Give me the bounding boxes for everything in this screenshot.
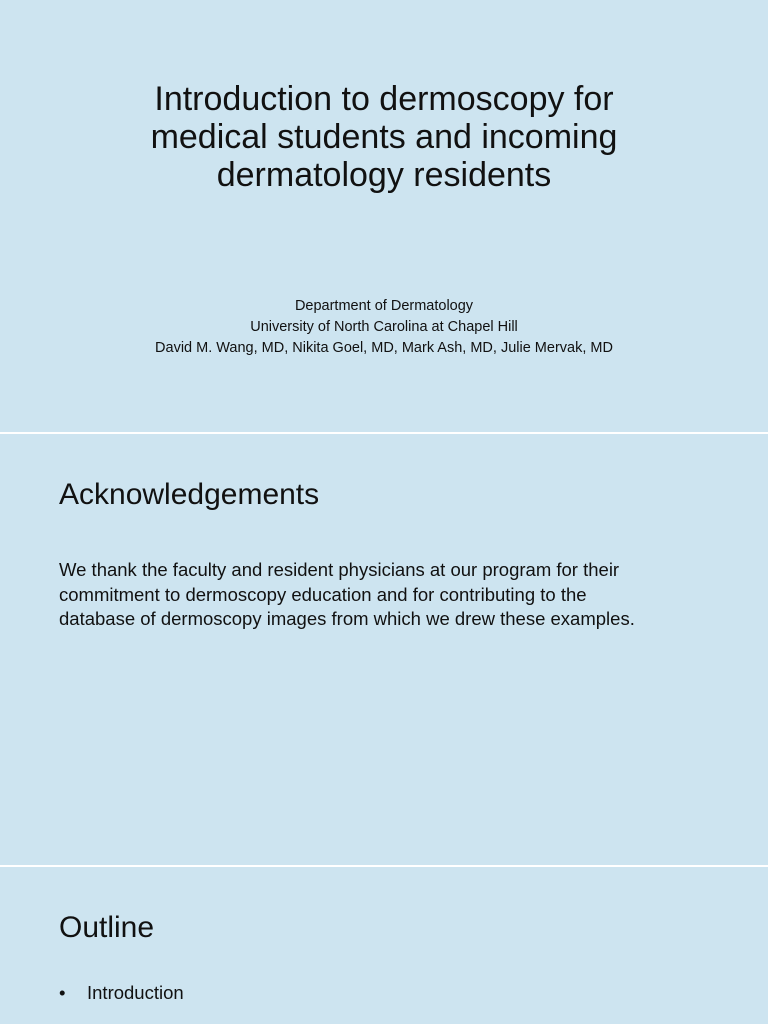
list-item	[59, 981, 184, 1005]
title-line: dermatology residents	[216, 156, 552, 195]
authors-line: David M. Wang, MD, Nikita Goel, MD, Mark Ash, MD, Julie Mervak, MD	[155, 340, 613, 356]
outline-slide	[0, 867, 768, 1024]
title-line: medical students and incoming	[150, 118, 618, 157]
body-line: We thank the faculty and resident physicians at our program for their	[59, 559, 620, 580]
presentation-title	[60, 80, 708, 194]
title-line: Introduction to dermoscopy for	[154, 80, 614, 118]
list-item-label: Introduction	[87, 982, 184, 1003]
presentation-subtitle	[40, 296, 728, 359]
body-line: commitment to dermoscopy education and for contributing to the	[59, 583, 587, 605]
title-slide	[0, 0, 768, 432]
department-line: Department of Dermatology	[294, 298, 474, 314]
university-line: University of North Carolina at Chapel Hill	[250, 319, 518, 335]
slide-heading: Acknowledgements	[59, 478, 320, 511]
bullet-icon: •	[59, 982, 66, 1003]
slide-heading: Outline	[59, 911, 155, 944]
acknowledgements-text	[59, 558, 729, 632]
body-line: database of dermoscopy images from which we drew these examples.	[59, 608, 635, 629]
acknowledgements-slide	[0, 434, 768, 865]
outline-list	[59, 981, 184, 1005]
